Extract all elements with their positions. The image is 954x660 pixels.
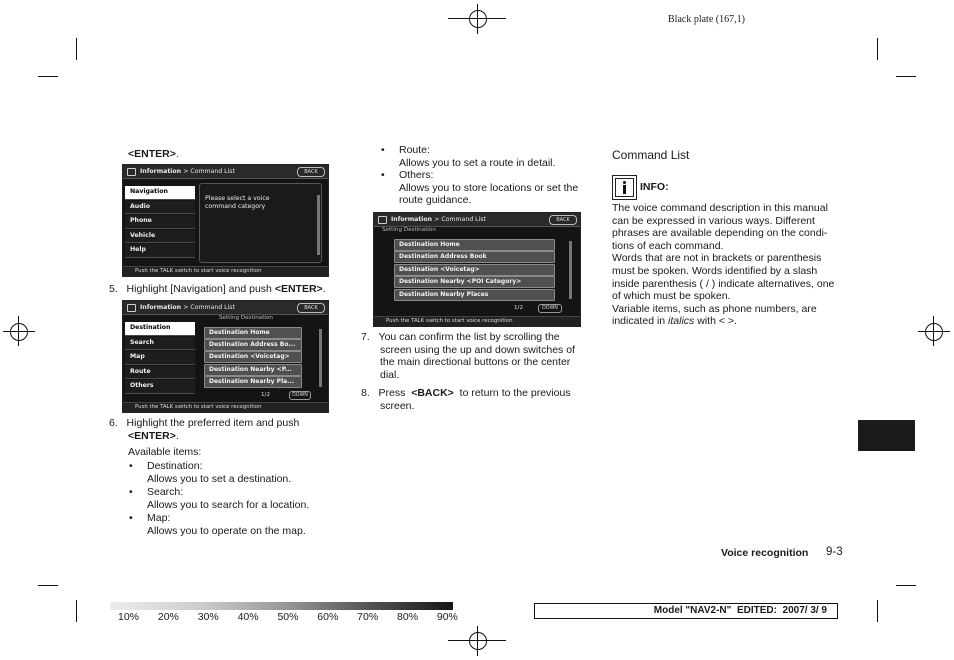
menu-item-others[interactable]: Others (125, 380, 195, 394)
screen-setting-destination: Information > Command List BACK Setting Destination Destination Search Map Route Others Destination Home Destination Address Bo... Destination <Voicetag> Destination Nearby <P... Destination Nearby Pla... 1/2 DOWN Push the TALK switch to start voice recognition (122, 300, 329, 413)
selection-dot (189, 190, 193, 194)
option-row[interactable]: Destination Home (204, 327, 302, 339)
screen-command-categories: Information > Command List BACK Navigation Audio Phone Vehicle Help Please select a voice command category Push the TALK switch to start voice recognition (122, 164, 329, 277)
footer-section-title: Voice recognition (721, 547, 809, 559)
option-row[interactable]: Destination Address Book (394, 251, 555, 263)
option-row[interactable]: Destination Home (394, 239, 555, 251)
grayscale-bar (110, 602, 453, 610)
menu-item-navigation[interactable]: Navigation (125, 186, 195, 200)
option-row[interactable]: Destination <Voicetag> (394, 264, 555, 276)
option-row[interactable]: Destination Nearby <P... (204, 364, 302, 376)
prompt-line-2: command category (205, 203, 266, 210)
menu-item-phone[interactable]: Phone (125, 215, 195, 229)
option-row[interactable]: Destination <Voicetag> (204, 351, 302, 363)
model-label: Model "NAV2-N" EDITED: 2007/ 3/ 9 (653, 605, 827, 616)
screen-setting-destination-full: Information > Command List BACK Setting Destination Destination Home Destination Address Book Destination <Voicetag> Destination Nearby <POI Category> Destination Nearby Places 1/2 DOWN Push the TALK switch to start voice recognition (373, 212, 581, 327)
enter-intro: <ENTER>. (128, 148, 179, 160)
talk-footer: Push the TALK switch to start voice recognition (123, 266, 328, 276)
menu-item-destination[interactable]: Destination (125, 322, 195, 336)
step-5: 5. Highlight [Navigation] and push <ENTER>. (109, 283, 326, 295)
menu-item-help[interactable]: Help (125, 244, 195, 258)
step-8: 8. Press <BACK> to return to the previous screen. (361, 387, 571, 412)
talk-footer: Push the TALK switch to start voice recognition (123, 402, 328, 412)
page-indicator: 1/2 (261, 392, 271, 398)
down-button[interactable]: DOWN (538, 304, 562, 313)
back-button[interactable]: BACK (549, 215, 577, 225)
menu-item-audio[interactable]: Audio (125, 201, 195, 215)
list-item-desc: route guidance. (399, 194, 472, 207)
list-item: • Destination: (147, 460, 309, 473)
list-item-desc: Allows you to set a route in detail. (399, 156, 556, 169)
list-item-desc: Allows you to set a destination. (147, 472, 292, 485)
page-indicator: 1/2 (514, 305, 524, 311)
list-item-desc: Allows you to search for a location. (147, 498, 310, 511)
back-button[interactable]: BACK (297, 303, 325, 313)
available-items-label: Available items: (128, 446, 202, 458)
sub-heading: Setting Destination (382, 227, 436, 233)
list-item: • Map: (147, 512, 309, 525)
item-menu (125, 322, 195, 395)
grayscale-scale: 10% 20% 30% 40% 50% 60% 70% 80% 90% (118, 611, 458, 623)
info-label: INFO: (640, 181, 669, 193)
step-7: 7. You can confirm the list by scrolling the screen using the up and down switches of the main directional buttons or the center dial. (361, 331, 575, 381)
option-row[interactable]: Destination Address Bo... (204, 339, 302, 351)
list-item: • Others: (399, 169, 594, 182)
list-item: • Route: (399, 144, 594, 157)
info-icon (127, 304, 136, 312)
info-icon (127, 168, 136, 176)
back-button[interactable]: BACK (297, 167, 325, 177)
option-row[interactable]: Destination Nearby <POI Category> (394, 276, 555, 288)
menu-item-vehicle[interactable]: Vehicle (125, 230, 195, 244)
section-heading: Command List (612, 148, 690, 162)
middle-list (399, 144, 594, 207)
section-tab (858, 420, 915, 451)
plate-label: Black plate (167,1) (668, 14, 745, 25)
down-button[interactable]: DOWN (289, 391, 311, 400)
sub-heading: Setting Destination (219, 315, 273, 321)
option-row[interactable]: Destination Nearby Places (394, 289, 555, 301)
info-icon (612, 175, 637, 200)
menu-item-route[interactable]: Route (125, 366, 195, 380)
list-item-desc: Allows you to store locations or set the (399, 181, 579, 194)
list-item-desc: Allows you to operate on the map. (147, 524, 306, 537)
step-6: 6. Highlight the preferred item and push <ENTER>. (109, 417, 300, 442)
prompt-line-1: Please select a voice (205, 195, 270, 202)
model-box (534, 603, 838, 619)
info-text: The voice command description in this manual can be expressed in various ways. Different phrases are available depending on the condi- tions of each command. Words that are not in brackets or parenthesis must be spoken. Words identified by a slash inside parenthesis ( / ) indicate alternatives, one of which must be spoken. Variable items, such as phone numbers, are indicated in italics with < >. (612, 202, 835, 328)
talk-footer: Push the TALK switch to start voice recognition (374, 316, 580, 326)
list-item: • Search: (147, 486, 309, 499)
category-menu (125, 186, 195, 259)
menu-item-map[interactable]: Map (125, 351, 195, 365)
option-row[interactable]: Destination Nearby Pla... (204, 376, 302, 388)
selection-dot (189, 326, 193, 330)
page-number: 9-3 (826, 546, 843, 558)
info-icon (378, 216, 387, 224)
available-items-list (147, 460, 309, 538)
menu-item-search[interactable]: Search (125, 337, 195, 351)
